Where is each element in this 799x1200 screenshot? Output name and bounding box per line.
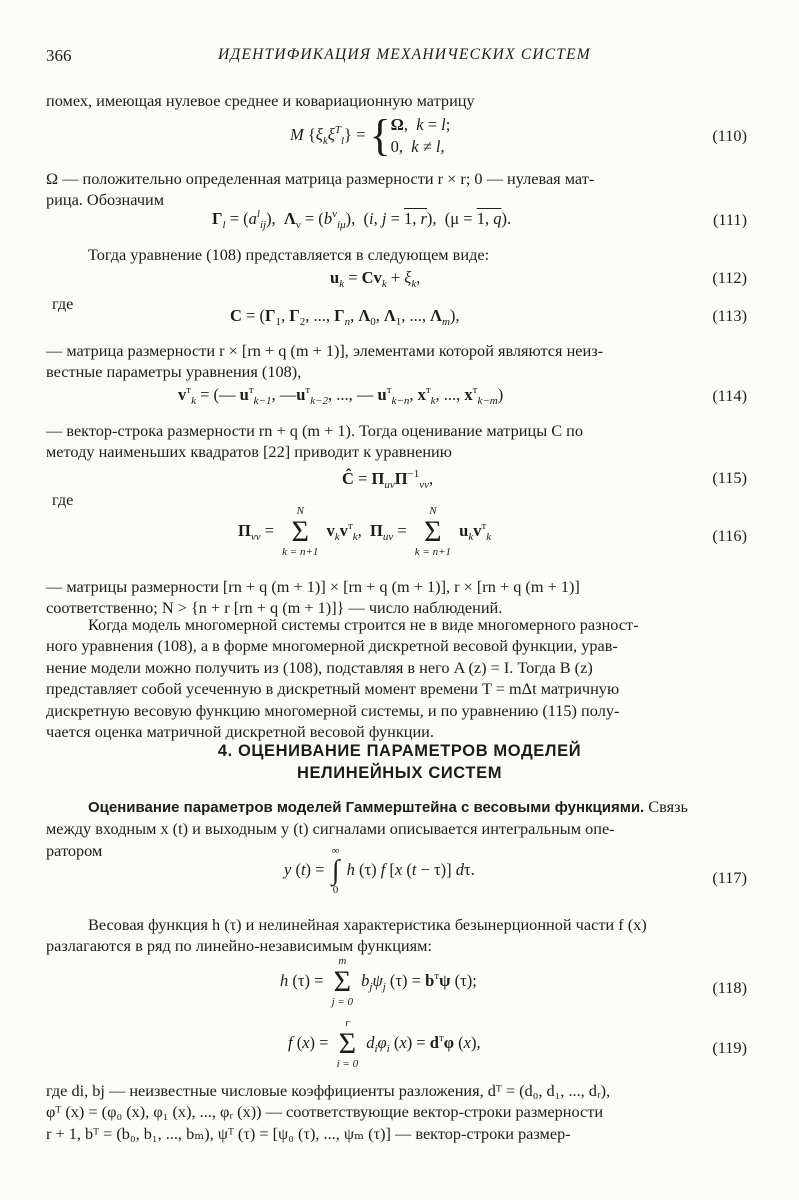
paragraph-9: Весовая функция h (τ) и нелинейная характеристика безынерционной части f (x) разлагаются в ряд по линейно-независимым функциям: xyxy=(46,915,647,956)
subsection-title: Оценивание параметров моделей Гаммерштейна с весовыми функциями. xyxy=(88,799,645,816)
page-number: 366 xyxy=(46,46,72,65)
running-title: ИДЕНТИФИКАЦИЯ МЕХАНИЧЕСКИХ СИСТЕМ xyxy=(218,46,591,63)
paragraph-4: — матрица размерности r × [rn + q (m + 1)], элементами которой являются неиз- вестные параметры уравнения (108), xyxy=(46,341,604,382)
equation-118: h (τ) = m Σ j = 0 $b_j\psi_j$ $(\tau) = b^т\psi$ (τ); xyxy=(280,955,477,1008)
equation-114: $v^т_k$ = (— $u^т_{k-1}$, $—u^т_{k-2}$, ..., — $u^т_{k-n}$, $x^т_k$, ..., $x^т_{k-m}$) xyxy=(178,384,504,407)
eq-number-118: (118) xyxy=(712,978,747,997)
equation-116: $\Pi_{vv}$ = N Σ k = n+1 $v_kv^т_k$, $\Pi_{uv}$ = N Σ k = n+1 $u_kv^т_k$ xyxy=(238,505,492,558)
paragraph-7: Когда модель многомерной системы строится не в виде многомерного разност- ного уравнения (108), а в форме многомерной дискретной весовой функции, урав- нение модели можно получить из (108), подставляя в него A (z) = I. Тогда B (z) представляет собой усеченную в дискретный момент времени T = mΔt матричную дискретную весовую функцию многомерной системы, и по уравнению (115) полу- чается оценка матричной дискретной весовой функции. xyxy=(46,615,639,742)
eq-number-110: (110) xyxy=(712,126,747,145)
equation-112: $u_k = Cv_k + \xi_k$, xyxy=(330,268,421,290)
eq-number-119: (119) xyxy=(712,1038,747,1057)
equation-119: f (x) = r Σ i = 0 $d_i\varphi_i$ $(x) = d^т\varphi$ (x), xyxy=(288,1017,481,1070)
eq-number-111: (111) xyxy=(712,210,747,229)
eq-number-115: (115) xyxy=(712,468,747,487)
word-gde-1: где xyxy=(52,294,74,313)
paragraph-1: помех, имеющая нулевое среднее и ковариационную матрицу xyxy=(46,91,475,110)
paragraph-10: где di, bj — неизвестные числовые коэффициенты разложения, dᵀ = (d₀, d₁, ..., dᵣ), φᵀ (x) = (φ₀ (x), φ₁ (x), ..., φᵣ (x)) — соответствующие вектор-строки размерности r + 1, bᵀ = (b₀, b₁, ..., bₘ), ψᵀ (τ) = [ψ₀ (τ), ..., ψₘ (τ)] — вектор-строки размер- xyxy=(46,1081,611,1143)
eq-number-113: (113) xyxy=(712,306,747,325)
eq-number-112: (112) xyxy=(712,268,747,287)
section-heading-line-2: НЕЛИНЕЙНЫХ СИСТЕМ xyxy=(296,764,503,782)
paragraph-6: — матрицы размерности [rn + q (m + 1)] × [rn + q (m + 1)], r × [rn + q (m + 1)] соответственно; N > {n + r [rn + q (m + 1)]} — число наблюдений. xyxy=(46,577,580,618)
paragraph-2: Ω — положительно определенная матрица размерности r × r; 0 — нулевая мат- рица. Обозначим xyxy=(46,169,595,210)
equation-110: M $\{\xi_k\xi^T_l\} = \{\Omega$, k = l; 0, k ≠ l, xyxy=(290,111,451,160)
paragraph-5: — вектор-строка размерности rn + q (m + 1). Тогда оценивание матрицы C по методу наименьших квадратов [22] приводит к уравнению xyxy=(46,421,583,462)
section-heading-line-1: 4. ОЦЕНИВАНИЕ ПАРАМЕТРОВ МОДЕЛЕЙ xyxy=(217,742,582,760)
eq-number-114: (114) xyxy=(712,386,747,405)
eq-number-116: (116) xyxy=(712,526,747,545)
word-gde-2: где xyxy=(52,490,74,509)
equation-113: $C = (\Gamma_1$, $\Gamma_2$, ..., $\Gamma_n$, $\Lambda_0$, $\Lambda_1$, ..., $\Lambda_m$), xyxy=(230,306,460,328)
equation-111: $\Gamma_l = (a^l_{ij})$, $\Lambda_\nu = (b^\nu_{i\mu})$, (i, j = 1, r), (μ = 1, q). xyxy=(212,208,512,231)
equation-117: y (t) = ∞ ∫ 0 h (τ) f [x (t − τ)] dτ. xyxy=(284,845,475,896)
equation-115: Ĉ = $\Pi_{uv}\Pi^{-1}_{vv}$, xyxy=(342,468,434,491)
eq-number-117: (117) xyxy=(712,868,747,887)
paragraph-8: Оценивание параметров моделей Гаммерштейна с весовыми функциями. Связь между входным x (t) и выходным y (t) сигналами описывается интегральным опе- ратором xyxy=(46,797,688,860)
paragraph-3: Тогда уравнение (108) представляется в следующем виде: xyxy=(88,245,490,264)
